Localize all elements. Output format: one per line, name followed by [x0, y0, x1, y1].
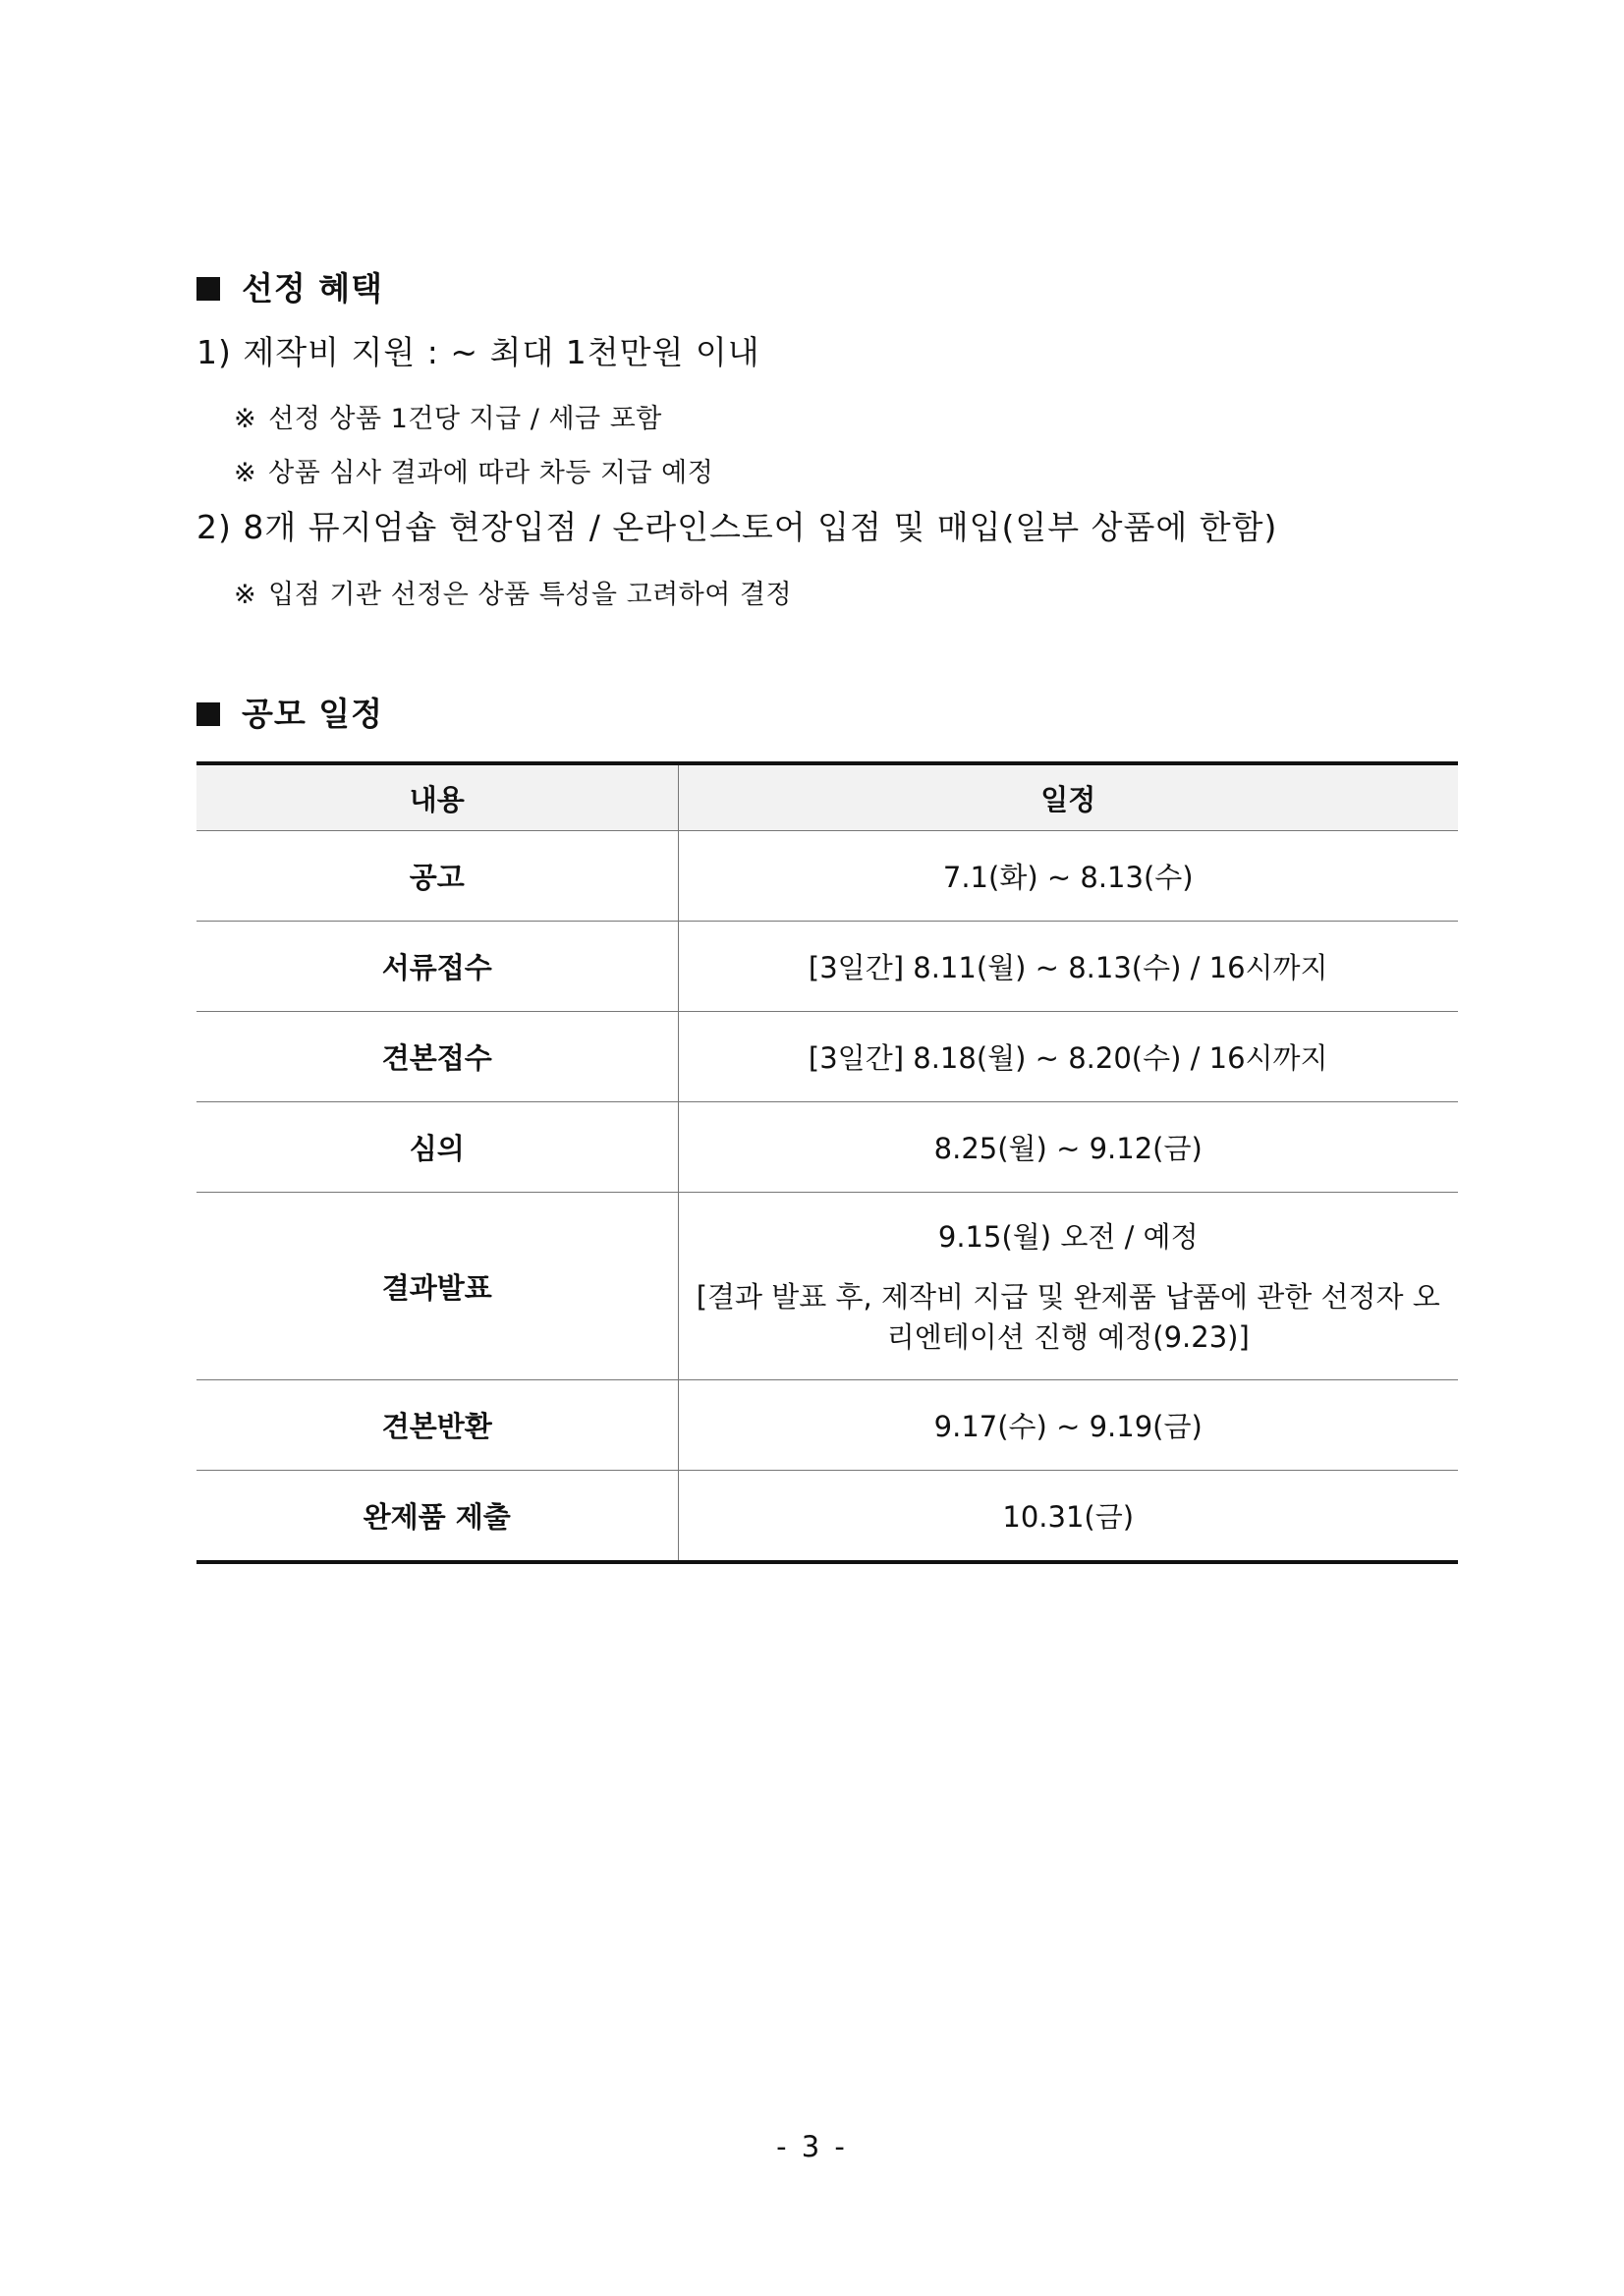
benefit-item-1-note-2 — [234, 451, 713, 489]
note-text: 상품 심사 결과에 따라 차등 지급 예정 — [268, 458, 714, 488]
row-label: 심의 — [196, 1102, 678, 1193]
note-text: 선정 상품 1건당 지급 / 세금 포함 — [268, 404, 662, 434]
row-value: 8.25(월) ~ 9.12(금) — [678, 1102, 1458, 1193]
table-row — [196, 1471, 1458, 1563]
row-label: 서류접수 — [196, 922, 678, 1012]
note-text: 입점 기관 선정은 상품 특성을 고려하여 결정 — [268, 580, 793, 610]
table-row — [196, 831, 1458, 922]
square-bullet-icon — [196, 277, 220, 301]
row-label: 견본접수 — [196, 1012, 678, 1102]
row-value — [678, 1193, 1458, 1380]
benefit-item-1: 1) 제작비 지원 : ~ 최대 1천만원 이내 — [196, 333, 760, 371]
benefit-item-1-note-1 — [234, 397, 662, 435]
table-row — [196, 1012, 1458, 1102]
row-value: [3일간] 8.11(월) ~ 8.13(수) / 16시까지 — [678, 922, 1458, 1012]
row-label: 공고 — [196, 831, 678, 922]
row-value: 7.1(화) ~ 8.13(수) — [678, 831, 1458, 922]
row-label: 견본반환 — [196, 1380, 678, 1471]
table-row — [196, 922, 1458, 1012]
reference-mark-icon: ※ — [234, 404, 257, 434]
row-value-note: [결과 발표 후, 제작비 지급 및 완제품 납품에 관한 선정자 오리엔테이션 진행 예정(9.23)] — [696, 1279, 1440, 1354]
square-bullet-icon — [196, 702, 220, 726]
row-value: 9.17(수) ~ 9.19(금) — [678, 1380, 1458, 1471]
row-value: 10.31(금) — [678, 1471, 1458, 1563]
benefits-heading — [196, 263, 383, 309]
schedule-heading — [196, 689, 383, 735]
reference-mark-icon: ※ — [234, 458, 257, 488]
row-label: 결과발표 — [196, 1193, 678, 1380]
header-content: 내용 — [196, 763, 678, 831]
table-header-row — [196, 763, 1458, 831]
table-row — [196, 1193, 1458, 1380]
benefit-item-2: 2) 8개 뮤지엄숍 현장입점 / 온라인스토어 입점 및 매입(일부 상품에 한함) — [196, 508, 1278, 546]
row-value: [3일간] 8.18(월) ~ 8.20(수) / 16시까지 — [678, 1012, 1458, 1102]
page-number: - 3 - — [776, 2130, 848, 2163]
row-label: 완제품 제출 — [196, 1471, 678, 1563]
benefits-heading-text: 선정 혜택 — [242, 269, 384, 308]
benefit-item-2-note-1 — [234, 573, 792, 611]
table-row — [196, 1380, 1458, 1471]
schedule-table — [196, 761, 1458, 1564]
header-schedule: 일정 — [678, 763, 1458, 831]
table-row — [196, 1102, 1458, 1193]
row-value-main: 9.15(월) 오전 / 예정 — [937, 1219, 1199, 1254]
reference-mark-icon: ※ — [234, 580, 257, 610]
schedule-heading-text: 공모 일정 — [242, 695, 384, 733]
